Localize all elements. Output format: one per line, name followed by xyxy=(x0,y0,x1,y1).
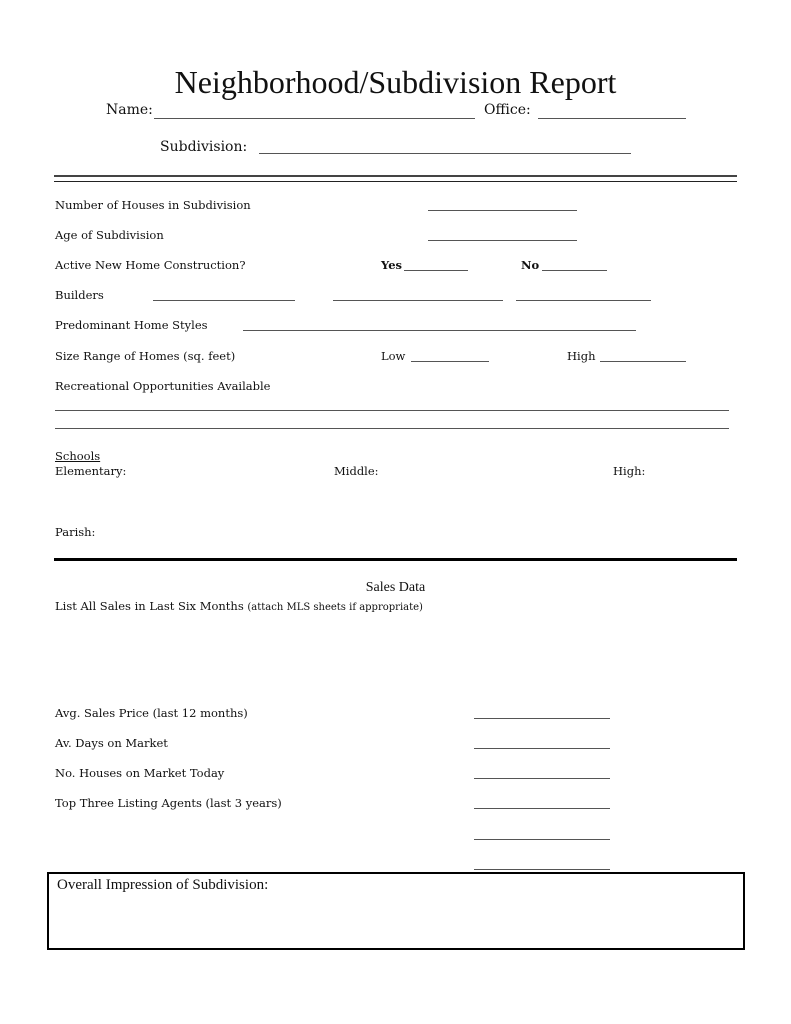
office-field[interactable] xyxy=(540,101,685,117)
impression-field[interactable] xyxy=(57,898,735,946)
age-field[interactable] xyxy=(428,223,577,239)
name-label: Name: xyxy=(106,102,153,118)
subdivision-label: Subdivision: xyxy=(160,139,248,155)
age-underline xyxy=(428,240,577,241)
avg-days-field[interactable] xyxy=(474,731,610,747)
high-school-label: High: xyxy=(613,464,646,478)
agent-1-underline xyxy=(474,808,610,809)
agent-1-field[interactable] xyxy=(474,791,610,807)
recreation-field-1[interactable] xyxy=(55,393,729,409)
builder-3-field[interactable] xyxy=(516,283,651,299)
houses-on-market-field[interactable] xyxy=(474,761,610,777)
recreation-label: Recreational Opportunities Available xyxy=(55,379,271,393)
construction-label: Active New Home Construction? xyxy=(55,258,246,272)
builder-3-underline xyxy=(516,300,651,301)
schools-heading: Schools xyxy=(55,449,101,463)
yes-underline xyxy=(404,270,468,271)
impression-label: Overall Impression of Subdivision: xyxy=(57,877,269,893)
avg-price-label: Avg. Sales Price (last 12 months) xyxy=(55,706,248,720)
header-divider xyxy=(54,175,737,182)
high-field[interactable] xyxy=(600,344,686,360)
elementary-label: Elementary: xyxy=(55,464,127,478)
name-underline xyxy=(154,118,475,119)
office-underline xyxy=(538,118,686,119)
top-agents-label: Top Three Listing Agents (last 3 years) xyxy=(55,796,282,810)
num-houses-label: Number of Houses in Subdivision xyxy=(55,198,251,212)
office-label: Office: xyxy=(484,102,531,118)
low-label: Low xyxy=(381,349,406,363)
no-label: No xyxy=(521,258,540,272)
avg-price-field[interactable] xyxy=(474,701,610,717)
avg-days-label: Av. Days on Market xyxy=(55,736,168,750)
builders-label: Builders xyxy=(55,288,104,302)
middle-field[interactable] xyxy=(386,462,586,478)
home-styles-field[interactable] xyxy=(243,313,636,329)
num-houses-underline xyxy=(428,210,577,211)
agent-3-underline xyxy=(474,869,610,870)
high-label: High xyxy=(567,349,596,363)
builder-1-field[interactable] xyxy=(153,283,295,299)
low-field[interactable] xyxy=(411,344,489,360)
parish-field[interactable] xyxy=(104,523,404,539)
agent-3-field[interactable] xyxy=(474,852,610,868)
schools-divider xyxy=(54,558,737,561)
sales-list-note: (attach MLS sheets if appropriate) xyxy=(247,602,423,613)
builder-1-underline xyxy=(153,300,295,301)
parish-label: Parish: xyxy=(55,525,96,539)
agent-2-field[interactable] xyxy=(474,822,610,838)
size-range-label: Size Range of Homes (sq. feet) xyxy=(55,349,236,363)
no-field[interactable] xyxy=(542,253,607,269)
home-styles-label: Predominant Home Styles xyxy=(55,318,208,332)
sales-list-field[interactable] xyxy=(55,618,733,702)
sales-list-text: List All Sales in Last Six Months xyxy=(55,599,244,613)
high-underline xyxy=(600,361,686,362)
page-title: Neighborhood/Subdivision Report xyxy=(174,64,617,100)
num-houses-field[interactable] xyxy=(428,193,577,209)
yes-label: Yes xyxy=(381,258,403,272)
home-styles-underline xyxy=(243,330,636,331)
houses-on-market-underline xyxy=(474,778,610,779)
middle-label: Middle: xyxy=(334,464,379,478)
age-label: Age of Subdivision xyxy=(55,228,164,242)
recreation-underline-2 xyxy=(55,428,729,429)
name-field[interactable] xyxy=(156,101,474,117)
elementary-field[interactable] xyxy=(140,462,320,478)
impression-box xyxy=(47,872,745,950)
recreation-field-2[interactable] xyxy=(55,411,729,427)
yes-field[interactable] xyxy=(404,253,468,269)
avg-price-underline xyxy=(474,718,610,719)
sales-list-label xyxy=(55,599,423,613)
builder-2-field[interactable] xyxy=(333,283,503,299)
builder-2-underline xyxy=(333,300,503,301)
avg-days-underline xyxy=(474,748,610,749)
subdivision-underline xyxy=(259,153,631,154)
low-underline xyxy=(411,361,489,362)
houses-on-market-label: No. Houses on Market Today xyxy=(55,766,225,780)
subdivision-field[interactable] xyxy=(261,136,629,152)
sales-data-title: Sales Data xyxy=(365,580,426,595)
high-school-field[interactable] xyxy=(652,462,732,478)
agent-2-underline xyxy=(474,839,610,840)
no-underline xyxy=(542,270,607,271)
